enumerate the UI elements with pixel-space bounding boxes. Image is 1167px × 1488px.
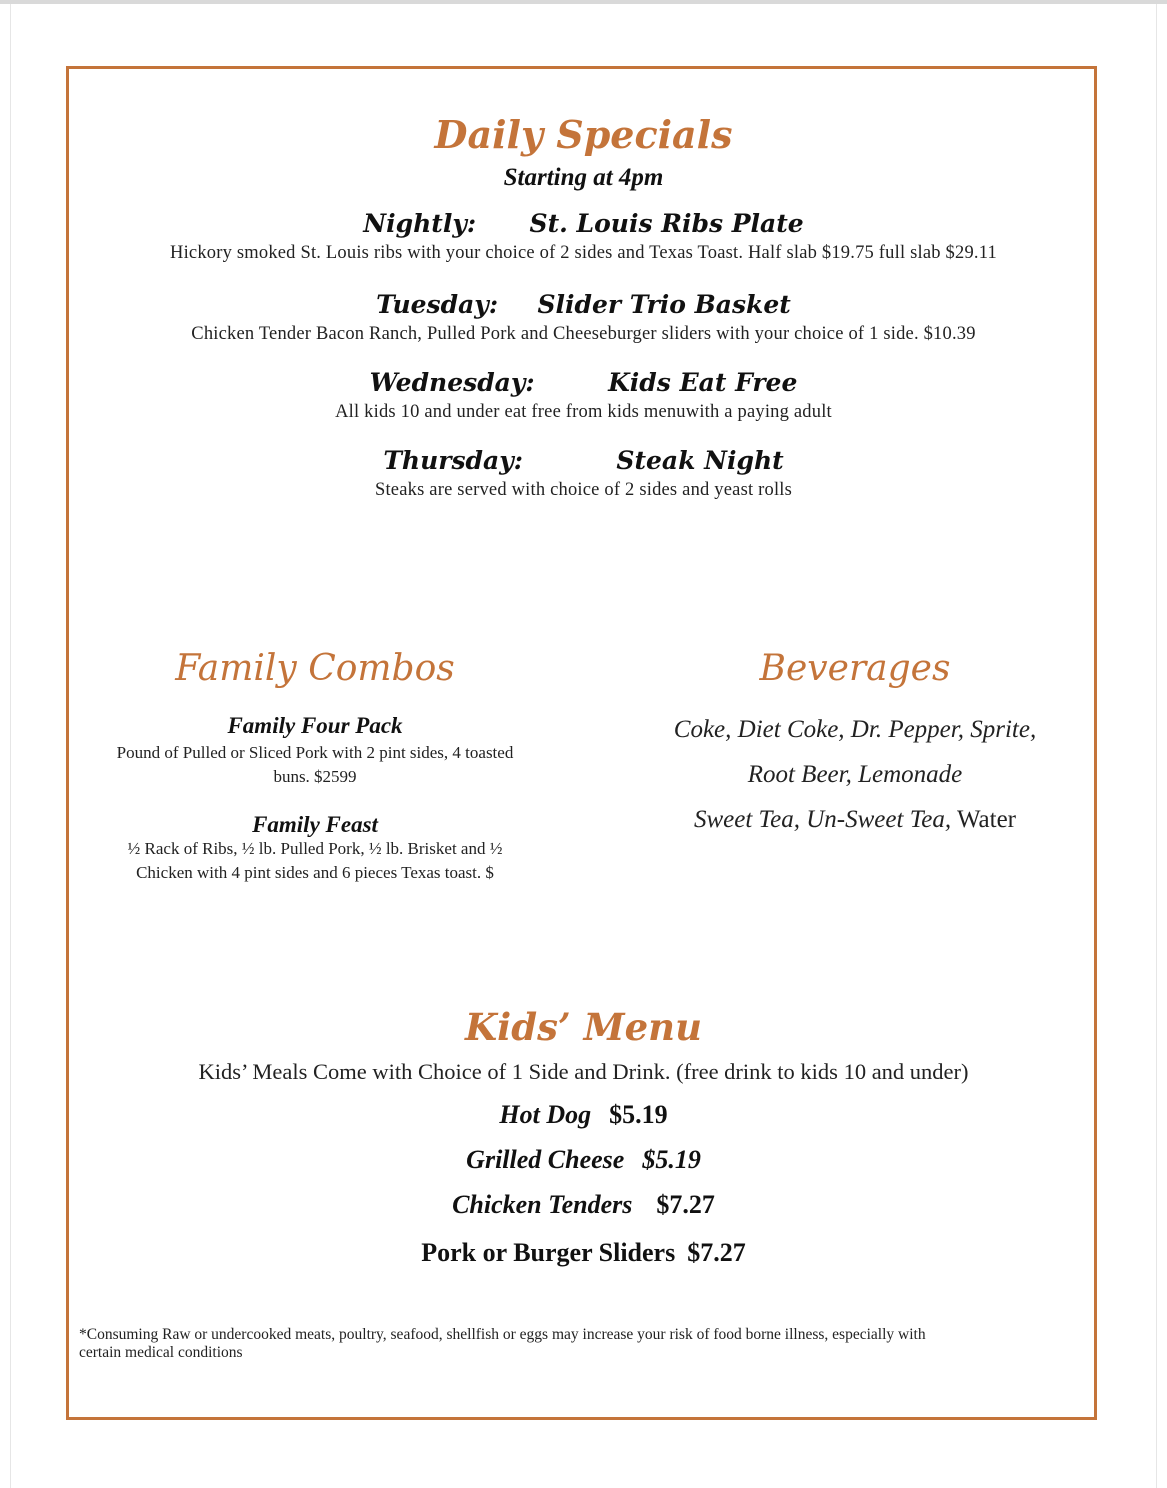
kids-menu-item: [0, 1190, 1167, 1220]
disclaimer-line: certain medical conditions: [79, 1344, 243, 1361]
special-tuesday-heading: [0, 290, 1167, 319]
special-name: St. Louis Ribs Plate: [529, 209, 804, 238]
special-description: All kids 10 and under eat free from kids menuwith a paying adult: [335, 402, 832, 422]
family-item-name: Family Feast: [252, 812, 378, 837]
special-nightly-heading: [0, 209, 1167, 238]
kids-item-price: $7.27: [687, 1238, 746, 1267]
family-item-desc: Pound of Pulled or Sliced Pork with 2 pint sides, 4 toasted: [116, 743, 514, 762]
kids-menu-item: [0, 1145, 1167, 1175]
kids-item-name: Grilled Cheese: [466, 1145, 625, 1174]
special-description: Steaks are served with choice of 2 sides and yeast rolls: [374, 480, 793, 500]
kids-menu-item: [0, 1100, 1167, 1130]
kids-menu-title: Kids’ Menu: [465, 1005, 702, 1049]
beverages-title: Beverages: [759, 648, 951, 689]
family-item-desc: ½ Rack of Ribs, ½ lb. Pulled Pork, ½ lb. Brisket and ½: [127, 839, 503, 858]
special-day: Thursday:: [383, 446, 523, 475]
daily-specials-subtitle: Starting at 4pm: [503, 164, 664, 191]
kids-item-name: Chicken Tenders: [452, 1190, 633, 1219]
special-name: Kids Eat Free: [608, 368, 798, 397]
kids-item-price: $7.27: [656, 1190, 715, 1219]
family-item-desc: Chicken with 4 pint sides and 6 pieces Texas toast. $: [136, 863, 494, 882]
kids-menu-item: [0, 1238, 1167, 1268]
kids-item-price: $5.19: [609, 1100, 668, 1129]
page-top-edge: [0, 0, 1167, 4]
special-day: Nightly:: [363, 209, 477, 238]
special-description: Chicken Tender Bacon Ranch, Pulled Pork and Cheeseburger sliders with your choice of 1 side. $10.39: [191, 324, 976, 344]
beverage-line: Coke, Diet Coke, Dr. Pepper, Sprite,: [673, 716, 1037, 743]
kids-item-name: Hot Dog: [499, 1100, 592, 1129]
family-item-name: Family Four Pack: [227, 713, 403, 738]
special-wednesday-heading: [0, 368, 1167, 397]
kids-item-price: $5.19: [642, 1145, 701, 1174]
special-day: Tuesday:: [376, 290, 499, 319]
beverage-teas: Sweet Tea, Un-Sweet Tea,: [693, 806, 952, 833]
special-description: Hickory smoked St. Louis ribs with your choice of 2 sides and Texas Toast. Half slab $19.75 full slab $29.11: [170, 243, 997, 263]
disclaimer-line: *Consuming Raw or undercooked meats, poultry, seafood, shellfish or eggs may increase your risk of food borne illness, especially with: [79, 1326, 926, 1343]
family-item-desc: buns. $2599: [273, 767, 357, 786]
special-thursday-heading: [0, 446, 1167, 475]
special-name: Steak Night: [616, 446, 784, 475]
family-combos-title: Family Combos: [175, 648, 455, 689]
special-day: Wednesday:: [369, 368, 535, 397]
special-name: Slider Trio Basket: [537, 290, 791, 319]
beverage-line: Root Beer, Lemonade: [747, 761, 963, 788]
daily-specials-title: Daily Specials: [434, 112, 733, 157]
beverage-line: [620, 806, 1090, 834]
kids-item-name: Pork or Burger Sliders: [421, 1238, 676, 1267]
kids-menu-note: Kids’ Meals Come with Choice of 1 Side and Drink. (free drink to kids 10 and under): [198, 1059, 969, 1084]
beverage-water: Water: [951, 806, 1017, 833]
